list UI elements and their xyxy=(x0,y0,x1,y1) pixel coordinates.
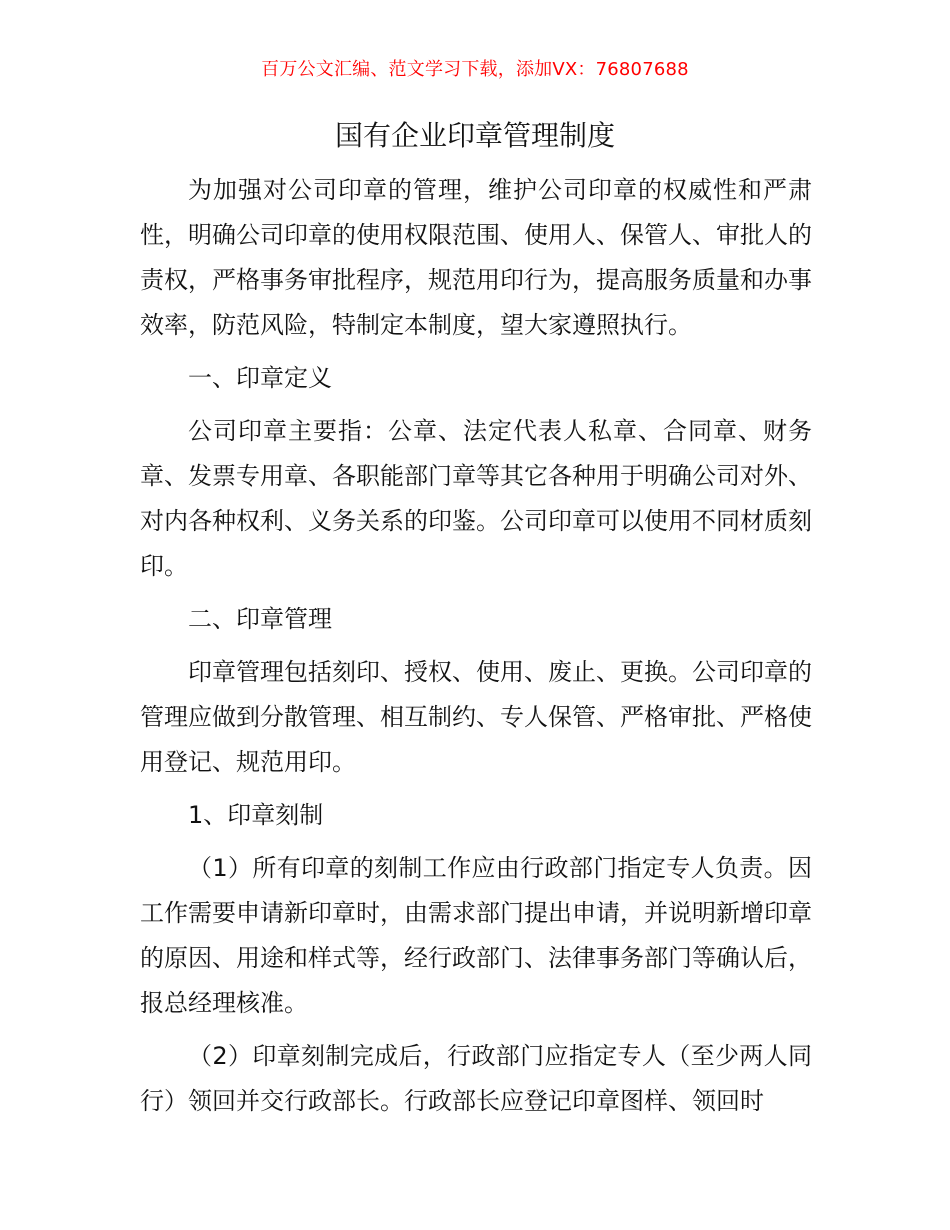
seal-management-paragraph: 印章管理包括刻印、授权、使用、废止、更换。公司印章的管理应做到分散管理、相互制约、专人保管、严格审批、严格使用登记、规范用印。 xyxy=(140,658,812,776)
intro-paragraph: 为加强对公司印章的管理，维护公司印章的权威性和严肃性，明确公司印章的使用权限范围、使用人、保管人、审批人的责权，严格事务审批程序，规范用印行为，提高服务质量和办事效率，防范风险，特制定本制度，望大家遵照执行。 xyxy=(140,176,812,339)
section-heading-seal-management: 二、印章管理 xyxy=(188,605,332,633)
watermark-banner: 百万公文汇编、范文学习下载，添加VX：76807688 xyxy=(261,59,689,80)
subsection-heading-seal-engraving: 1、印章刻制 xyxy=(188,801,324,829)
engraving-clause-1: （1）所有印章的刻制工作应由行政部门指定专人负责。因工作需要申请新印章时，由需求部门提出申请，并说明新增印章的原因、用途和样式等，经行政部门、法律事务部门等确认后，报总经理核准。 xyxy=(140,854,812,1017)
document-title: 国有企业印章管理制度 xyxy=(334,119,615,152)
document-body xyxy=(140,168,812,1132)
seal-definition-paragraph: 公司印章主要指：公章、法定代表人私章、合同章、财务章、发票专用章、各职能部门章等其它各种用于明确公司对外、对内各种权利、义务关系的印鉴。公司印章可以使用不同材质刻印。 xyxy=(140,417,812,580)
engraving-clause-2: （2）印章刻制完成后，行政部门应指定专人（至少两人同行）领回并交行政部长。行政部长应登记印章图样、领回时 xyxy=(140,1042,812,1115)
section-heading-seal-definition: 一、印章定义 xyxy=(188,364,332,392)
